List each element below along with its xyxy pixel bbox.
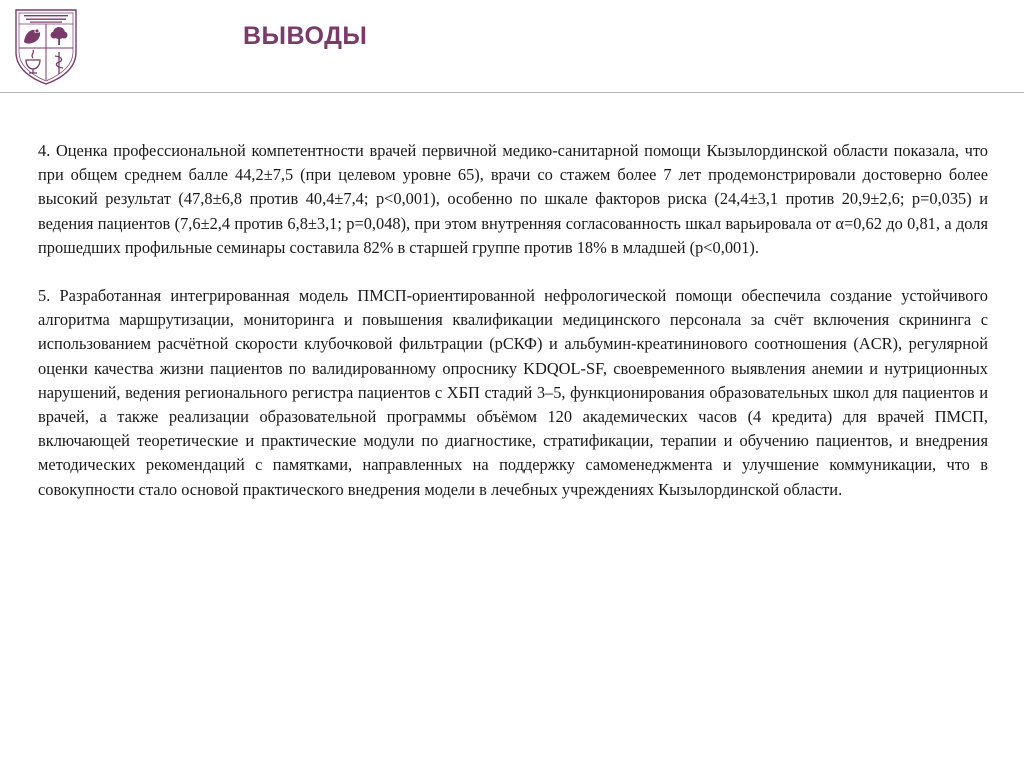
conclusion-paragraph-5: 5. Разработанная интегрированная модель ПМСП-ориентированной нефрологической помощи обеспечила создание устойчивого алгоритма маршрутизации, мониторинга и повышения квалификации медицинского персонала за счёт включения скрининга с использованием расчётной скорости клубочковой фильтрации (рСКФ) и альбумин-креатининового соотношения (ACR), регулярной оценки качества жизни пациентов по валидированному опроснику KDQOL-SF, своевременного выявления анемии и нутриционных нарушений, ведения регионального регистра пациентов с ХБП стадий 3–5, функционирования образовательных школ для пациентов и врачей, а также реализации образовательной программы объёмом 120 академических часов (4 кредита) для врачей ПМСП, включающей теоретические и практические модули по диагностике, стратификации, терапии и обучению пациентов, и внедрения методических рекомендаций с памятками, направленных на поддержку самоменеджмента и улучшение коммуникации, что в совокупности стало основой практического внедрения модели в лечебных учреждениях Кызылординской области. (38, 286, 988, 499)
slide-title: ВЫВОДЫ (243, 22, 368, 50)
conclusions-body (38, 139, 988, 526)
university-crest-icon (10, 2, 82, 86)
header-divider (0, 92, 1024, 93)
conclusion-paragraph-4: 4. Оценка профессиональной компетентности врачей первичной медико-санитарной помощи Кызылординской области показала, что при общем среднем балле 44,2±7,5 (при целевом уровне 65), врачи со стажем более 7 лет продемонстрировали достоверно более высокий результат (47,8±6,8 против 40,4±7,4; p<0,001), особенно по шкале факторов риска (24,4±3,1 против 20,9±2,6; p=0,035) и ведения пациентов (7,6±2,4 против 6,8±3,1; p=0,048), при этом внутренняя согласованность шкал варьировала от α=0,62 до 0,81, а доля прошедших профильные семинары составила 82% в старшей группе против 18% в младшей (p<0,001). (38, 141, 988, 257)
